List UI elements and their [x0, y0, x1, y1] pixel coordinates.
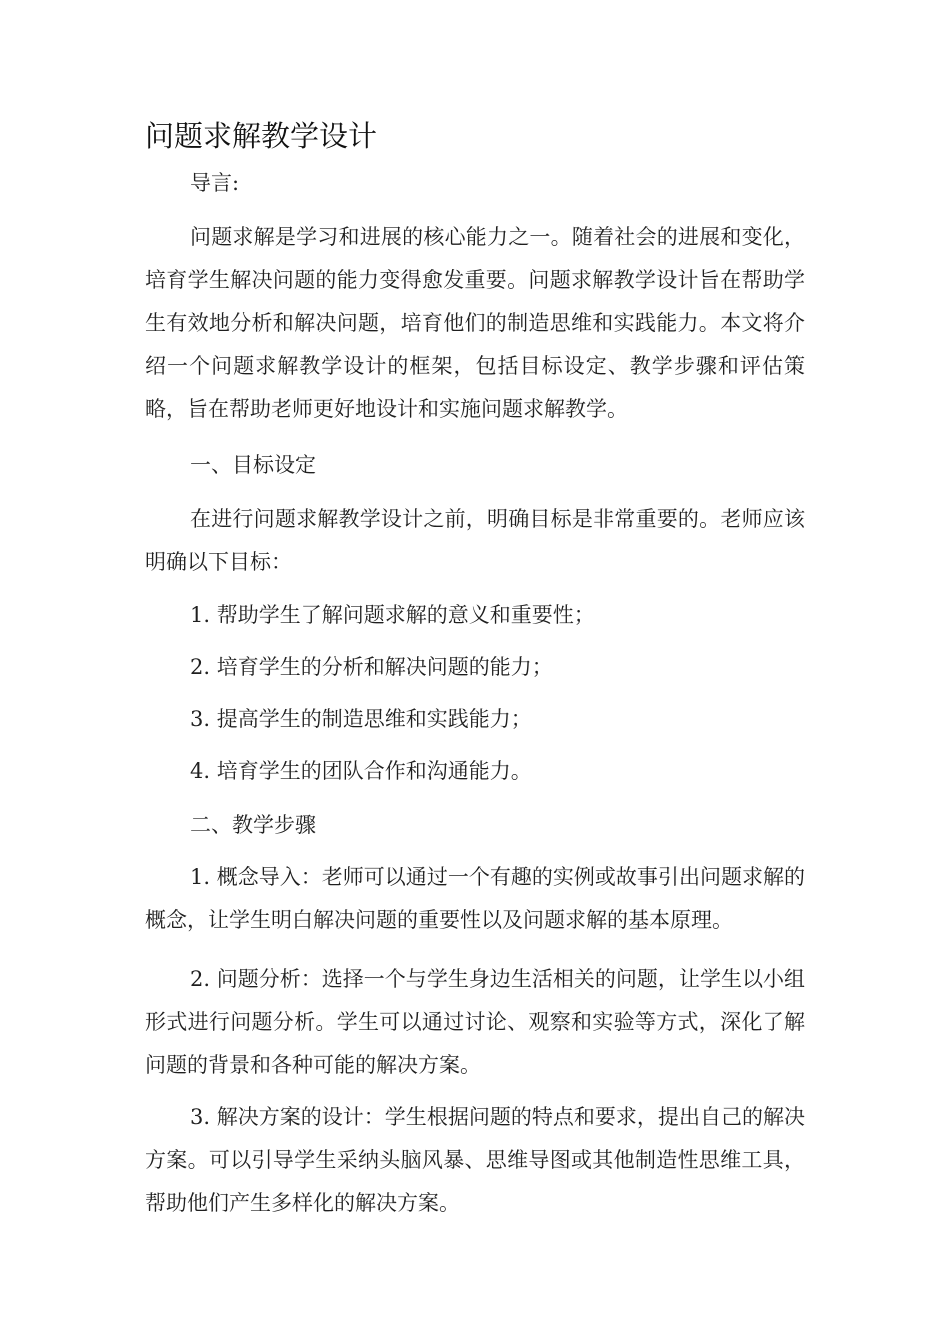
section-heading-goals: 一、目标设定 [190, 453, 316, 477]
intro-paragraph: 问题求解是学习和进展的核心能力之一。随着社会的进展和变化，培育学生解决问题的能力变得愈发重要。问题求解教学设计旨在帮助学生有效地分析和解决问题，培育他们的制造思维和实践能力。本文将介绍一个问题求解教学设计的框架，包括目标设定、教学步骤和评估策略，旨在帮助老师更好地设计和实施问题求解教学。 [145, 225, 805, 421]
goal-item: 4. 培育学生的团队合作和沟通能力。 [190, 759, 532, 783]
goals-paragraph: 在进行问题求解教学设计之前，明确目标是非常重要的。老师应该明确以下目标： [145, 507, 805, 574]
step-paragraph: 3. 解决方案的设计：学生根据问题的特点和要求，提出自己的解决方案。可以引导学生采纳头脑风暴、思维导图或其他制造性思维工具，帮助他们产生多样化的解决方案。 [145, 1105, 805, 1215]
goal-item: 1. 帮助学生了解问题求解的意义和重要性； [190, 603, 595, 627]
intro-heading: 导言: [190, 171, 240, 195]
step-paragraph: 1. 概念导入：老师可以通过一个有趣的实例或故事引出问题求解的概念，让学生明白解决问题的重要性以及问题求解的基本原理。 [145, 865, 805, 932]
step-paragraph: 2. 问题分析：选择一个与学生身边生活相关的问题，让学生以小组形式进行问题分析。学生可以通过讨论、观察和实验等方式，深化了解问题的背景和各种可能的解决方案。 [145, 967, 805, 1077]
goal-item: 2. 培育学生的分析和解决问题的能力； [190, 655, 553, 679]
document-title: 问题求解教学设计 [145, 119, 378, 153]
goal-item: 3. 提高学生的制造思维和实践能力； [190, 707, 532, 731]
section-heading-steps: 二、教学步骤 [190, 813, 316, 837]
